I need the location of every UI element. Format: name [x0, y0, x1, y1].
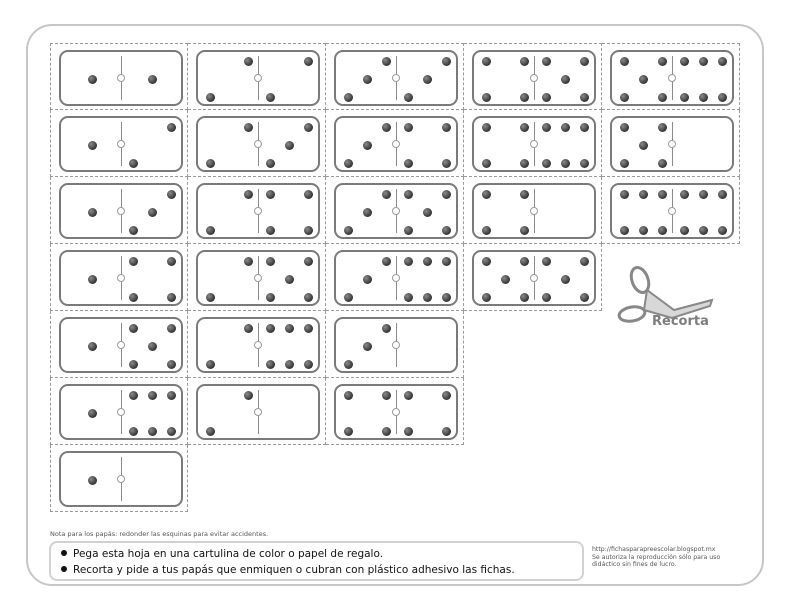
- pip: [148, 391, 157, 400]
- domino-cell: [188, 110, 326, 177]
- domino-tile: [196, 183, 320, 239]
- domino-tile: [472, 183, 596, 239]
- pip: [680, 57, 689, 66]
- pip: [580, 257, 589, 266]
- domino-cell: [464, 43, 602, 110]
- domino-center-mark: [117, 274, 125, 282]
- pip: [244, 190, 253, 199]
- pip: [266, 226, 275, 235]
- pip: [167, 293, 176, 302]
- recorta-label: Recorta: [652, 314, 709, 329]
- pip: [344, 293, 353, 302]
- pip: [658, 123, 667, 132]
- domino-tile: [59, 451, 183, 507]
- pip: [542, 93, 551, 102]
- domino-tile: [196, 384, 320, 440]
- pip: [344, 159, 353, 168]
- pip: [442, 57, 451, 66]
- credits: [592, 546, 720, 569]
- pip: [520, 257, 529, 266]
- pip: [423, 208, 432, 217]
- domino-cell: [326, 378, 464, 445]
- domino-center-mark: [254, 140, 262, 148]
- domino-center-mark: [117, 140, 125, 148]
- domino-center-mark: [254, 74, 262, 82]
- pip: [580, 123, 589, 132]
- pip: [206, 360, 215, 369]
- pip: [520, 159, 529, 168]
- pip: [88, 342, 97, 351]
- domino-tile: [334, 384, 458, 440]
- pip: [442, 159, 451, 168]
- domino-center-mark: [392, 408, 400, 416]
- pip: [404, 226, 413, 235]
- domino-center-mark: [392, 207, 400, 215]
- pip: [344, 427, 353, 436]
- pip: [423, 257, 432, 266]
- domino-cell: [326, 43, 464, 110]
- pip: [304, 57, 313, 66]
- domino-tile: [334, 317, 458, 373]
- pip: [363, 75, 372, 84]
- domino-cell: [188, 244, 326, 311]
- domino-cell: [50, 177, 188, 244]
- pip: [680, 190, 689, 199]
- credits-line-2: Se autoriza la reproducción sólo para uso: [592, 553, 721, 561]
- domino-center-mark: [117, 207, 125, 215]
- domino-cell: [464, 110, 602, 177]
- domino-tile: [59, 250, 183, 306]
- pip: [404, 190, 413, 199]
- instruction-1: Pega esta hoja en una cartulina de color o papel de regalo.: [61, 548, 383, 560]
- bullet-icon: [61, 550, 67, 556]
- domino-cell: [188, 378, 326, 445]
- pip: [88, 208, 97, 217]
- pip: [206, 159, 215, 168]
- pip: [266, 257, 275, 266]
- domino-center-mark: [254, 341, 262, 349]
- pip: [620, 93, 629, 102]
- pip: [129, 257, 138, 266]
- pip: [404, 427, 413, 436]
- pip: [680, 226, 689, 235]
- pip: [206, 93, 215, 102]
- pip: [699, 57, 708, 66]
- pip: [88, 476, 97, 485]
- pip: [304, 123, 313, 132]
- domino-cell: [188, 311, 326, 378]
- pip: [244, 57, 253, 66]
- pip: [404, 293, 413, 302]
- pip: [442, 257, 451, 266]
- pip: [244, 123, 253, 132]
- domino-cell: [50, 110, 188, 177]
- domino-center-mark: [668, 140, 676, 148]
- pip: [382, 123, 391, 132]
- pip: [442, 427, 451, 436]
- pip: [266, 324, 275, 333]
- pip: [404, 123, 413, 132]
- pip: [482, 57, 491, 66]
- domino-cell: [326, 110, 464, 177]
- pip: [658, 57, 667, 66]
- credits-url: http://fichasparapreescolar.blogspot.mx: [592, 546, 716, 553]
- pip: [382, 57, 391, 66]
- pip: [266, 93, 275, 102]
- domino-tile: [610, 50, 734, 106]
- pip: [244, 391, 253, 400]
- domino-cell: [602, 177, 740, 244]
- pip: [542, 123, 551, 132]
- pip: [285, 360, 294, 369]
- pip: [520, 226, 529, 235]
- pip: [718, 190, 727, 199]
- pip: [580, 159, 589, 168]
- domino-tile: [59, 317, 183, 373]
- pip: [580, 57, 589, 66]
- pip: [680, 93, 689, 102]
- domino-tile: [334, 183, 458, 239]
- pip: [639, 141, 648, 150]
- pip: [520, 190, 529, 199]
- domino-center-mark: [117, 341, 125, 349]
- domino-tile: [472, 250, 596, 306]
- domino-center-mark: [254, 408, 262, 416]
- pip: [561, 275, 570, 284]
- domino-center-mark: [530, 140, 538, 148]
- domino-tile: [59, 384, 183, 440]
- pip: [658, 159, 667, 168]
- pip: [520, 57, 529, 66]
- pip: [482, 190, 491, 199]
- pip: [442, 190, 451, 199]
- pip: [542, 57, 551, 66]
- pip: [363, 342, 372, 351]
- pip: [88, 409, 97, 418]
- pip: [206, 226, 215, 235]
- pip: [580, 93, 589, 102]
- pip: [501, 275, 510, 284]
- domino-cell: [464, 177, 602, 244]
- domino-cell: [326, 311, 464, 378]
- pip: [129, 226, 138, 235]
- domino-center-mark: [254, 207, 262, 215]
- domino-tile: [196, 250, 320, 306]
- pip: [620, 159, 629, 168]
- pip: [620, 226, 629, 235]
- pip: [658, 190, 667, 199]
- pip: [344, 360, 353, 369]
- pip: [148, 75, 157, 84]
- pip: [699, 190, 708, 199]
- pip: [482, 93, 491, 102]
- pip: [718, 93, 727, 102]
- pip: [404, 93, 413, 102]
- pip: [304, 226, 313, 235]
- pip: [167, 324, 176, 333]
- pip: [363, 141, 372, 150]
- pip: [658, 93, 667, 102]
- domino-center-mark: [392, 74, 400, 82]
- pip: [561, 75, 570, 84]
- pip: [304, 293, 313, 302]
- pip: [482, 123, 491, 132]
- domino-tile: [196, 116, 320, 172]
- pip: [304, 190, 313, 199]
- pip: [382, 391, 391, 400]
- pip: [129, 293, 138, 302]
- pip: [482, 159, 491, 168]
- pip: [167, 391, 176, 400]
- pip: [423, 75, 432, 84]
- domino-tile: [59, 50, 183, 106]
- pip: [699, 226, 708, 235]
- pip: [344, 226, 353, 235]
- domino-center-mark: [530, 274, 538, 282]
- domino-tile: [59, 116, 183, 172]
- domino-center-mark: [530, 207, 538, 215]
- pip: [718, 226, 727, 235]
- pip: [542, 293, 551, 302]
- domino-cell: [50, 43, 188, 110]
- pip: [639, 75, 648, 84]
- pip: [404, 391, 413, 400]
- pip: [482, 226, 491, 235]
- pip: [423, 293, 432, 302]
- pip: [442, 123, 451, 132]
- pip: [442, 226, 451, 235]
- domino-tile: [334, 50, 458, 106]
- pip: [639, 226, 648, 235]
- pip: [304, 257, 313, 266]
- pip: [542, 159, 551, 168]
- domino-tile: [472, 116, 596, 172]
- pip: [404, 159, 413, 168]
- domino-cell: [464, 244, 602, 311]
- pip: [442, 293, 451, 302]
- pip: [266, 159, 275, 168]
- domino-tile: [334, 250, 458, 306]
- pip: [167, 123, 176, 132]
- pip: [167, 427, 176, 436]
- pip: [699, 93, 708, 102]
- pip: [304, 324, 313, 333]
- pip: [88, 275, 97, 284]
- pip: [88, 75, 97, 84]
- pip: [382, 190, 391, 199]
- domino-cell: [50, 244, 188, 311]
- domino-center-mark: [117, 408, 125, 416]
- domino-center-mark: [668, 207, 676, 215]
- domino-tile: [59, 183, 183, 239]
- domino-center-mark: [392, 140, 400, 148]
- domino-cell: [50, 378, 188, 445]
- domino-tile: [196, 50, 320, 106]
- bullet-icon: [61, 566, 67, 572]
- pip: [148, 342, 157, 351]
- domino-tile: [610, 116, 734, 172]
- domino-cell: [326, 177, 464, 244]
- domino-cell: [326, 244, 464, 311]
- pip: [620, 123, 629, 132]
- pip: [620, 190, 629, 199]
- domino-center-mark: [117, 475, 125, 483]
- pip: [482, 293, 491, 302]
- domino-tile: [610, 183, 734, 239]
- domino-center-mark: [392, 341, 400, 349]
- pip: [363, 208, 372, 217]
- pip: [129, 324, 138, 333]
- domino-cell: [188, 43, 326, 110]
- domino-center-mark: [117, 74, 125, 82]
- pip: [244, 257, 253, 266]
- pip: [482, 257, 491, 266]
- domino-cell: [602, 110, 740, 177]
- pip: [561, 159, 570, 168]
- pip: [167, 257, 176, 266]
- domino-tile: [472, 50, 596, 106]
- credits-line-3: didáctico sin fines de lucro.: [592, 561, 677, 569]
- domino-cell: [602, 43, 740, 110]
- pip: [718, 57, 727, 66]
- domino-center-mark: [530, 74, 538, 82]
- pip: [129, 360, 138, 369]
- pip: [382, 427, 391, 436]
- pip: [285, 141, 294, 150]
- pip: [363, 275, 372, 284]
- parents-note: Nota para los papás: redonder las esquinas para evitar accidentes.: [50, 530, 269, 538]
- pip: [266, 360, 275, 369]
- pip: [129, 427, 138, 436]
- domino-cell: [188, 177, 326, 244]
- pip: [129, 159, 138, 168]
- pip: [542, 257, 551, 266]
- pip: [580, 293, 589, 302]
- pip: [658, 226, 667, 235]
- pip: [404, 257, 413, 266]
- pip: [304, 360, 313, 369]
- instructions-box: [49, 541, 584, 581]
- pip: [639, 190, 648, 199]
- pip: [344, 391, 353, 400]
- pip: [285, 275, 294, 284]
- domino-center-mark: [254, 274, 262, 282]
- domino-center-mark: [668, 74, 676, 82]
- pip: [266, 293, 275, 302]
- pip: [167, 360, 176, 369]
- pip: [88, 141, 97, 150]
- pip: [285, 324, 294, 333]
- pip: [520, 293, 529, 302]
- pip: [520, 123, 529, 132]
- pip: [148, 427, 157, 436]
- pip: [206, 293, 215, 302]
- pip: [442, 391, 451, 400]
- domino-tile: [196, 317, 320, 373]
- pip: [561, 123, 570, 132]
- pip: [382, 257, 391, 266]
- domino-cell: [50, 445, 188, 512]
- pip: [206, 427, 215, 436]
- pip: [148, 208, 157, 217]
- pip: [520, 93, 529, 102]
- pip: [266, 190, 275, 199]
- pip: [382, 324, 391, 333]
- pip: [344, 93, 353, 102]
- domino-tile: [334, 116, 458, 172]
- pip: [167, 190, 176, 199]
- pip: [244, 324, 253, 333]
- pip: [620, 57, 629, 66]
- domino-cell: [50, 311, 188, 378]
- domino-center-mark: [392, 274, 400, 282]
- pip: [129, 391, 138, 400]
- instruction-2: Recorta y pide a tus papás que enmiquen o cubran con plástico adhesivo las fichas.: [61, 564, 515, 576]
